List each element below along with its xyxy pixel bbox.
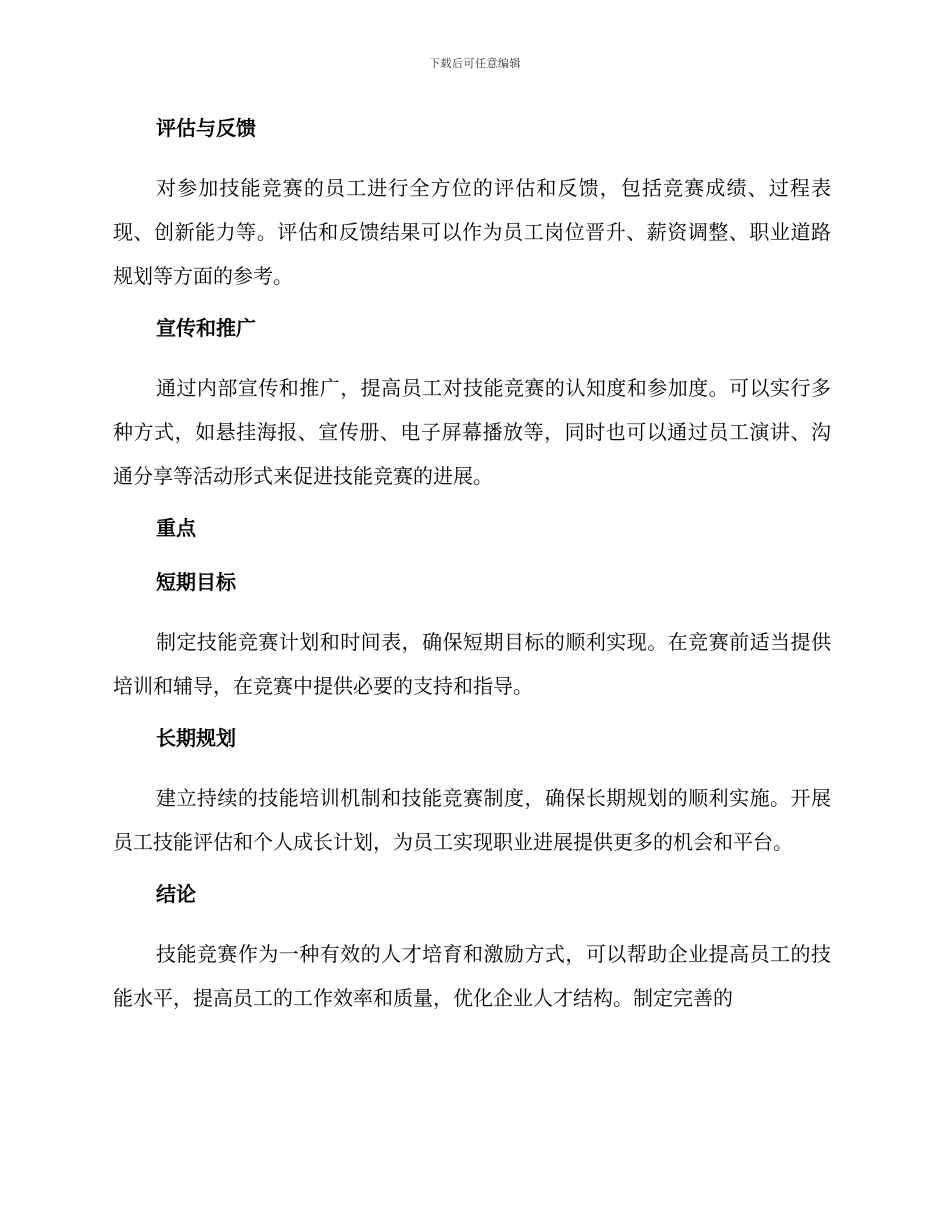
section-heading-evaluation: 评估与反馈 xyxy=(156,116,256,140)
section-paragraph-short-term: 制定技能竞赛计划和时间表，确保短期目标的顺利实现。在竞赛前适当提供培训和辅导，在竞赛中提供必要的支持和指导。 xyxy=(113,630,831,698)
section-paragraph-conclusion: 技能竞赛作为一种有效的人才培育和激励方式，可以帮助企业提高员工的技能水平，提高员工的工作效率和质量，优化企业人才结构。制定完善的 xyxy=(113,942,831,1010)
section-heading-promotion: 宣传和推广 xyxy=(156,316,256,340)
section-heading-long-term: 长期规划 xyxy=(156,726,236,750)
section-paragraph-evaluation: 对参加技能竞赛的员工进行全方位的评估和反馈，包括竞赛成绩、过程表现、创新能力等。评估和反馈结果可以作为员工岗位晋升、薪资调整、职业道路规划等方面的参考。 xyxy=(113,176,831,288)
section-heading-conclusion: 结论 xyxy=(156,882,196,906)
document-body xyxy=(113,112,831,1034)
section-paragraph-promotion: 通过内部宣传和推广，提高员工对技能竞赛的认知度和参加度。可以实行多种方式，如悬挂海报、宣传册、电子屏幕播放等，同时也可以通过员工演讲、沟通分享等活动形式来促进技能竞赛的进展。 xyxy=(113,376,831,488)
section-heading-focus: 重点 xyxy=(156,516,196,540)
section-heading-short-term: 短期目标 xyxy=(156,570,236,594)
section-paragraph-long-term: 建立持续的技能培训机制和技能竞赛制度，确保长期规划的顺利实施。开展员工技能评估和个人成长计划，为员工实现职业进展提供更多的机会和平台。 xyxy=(113,786,831,854)
page-header-note: 下载后可任意编辑 xyxy=(429,57,521,70)
